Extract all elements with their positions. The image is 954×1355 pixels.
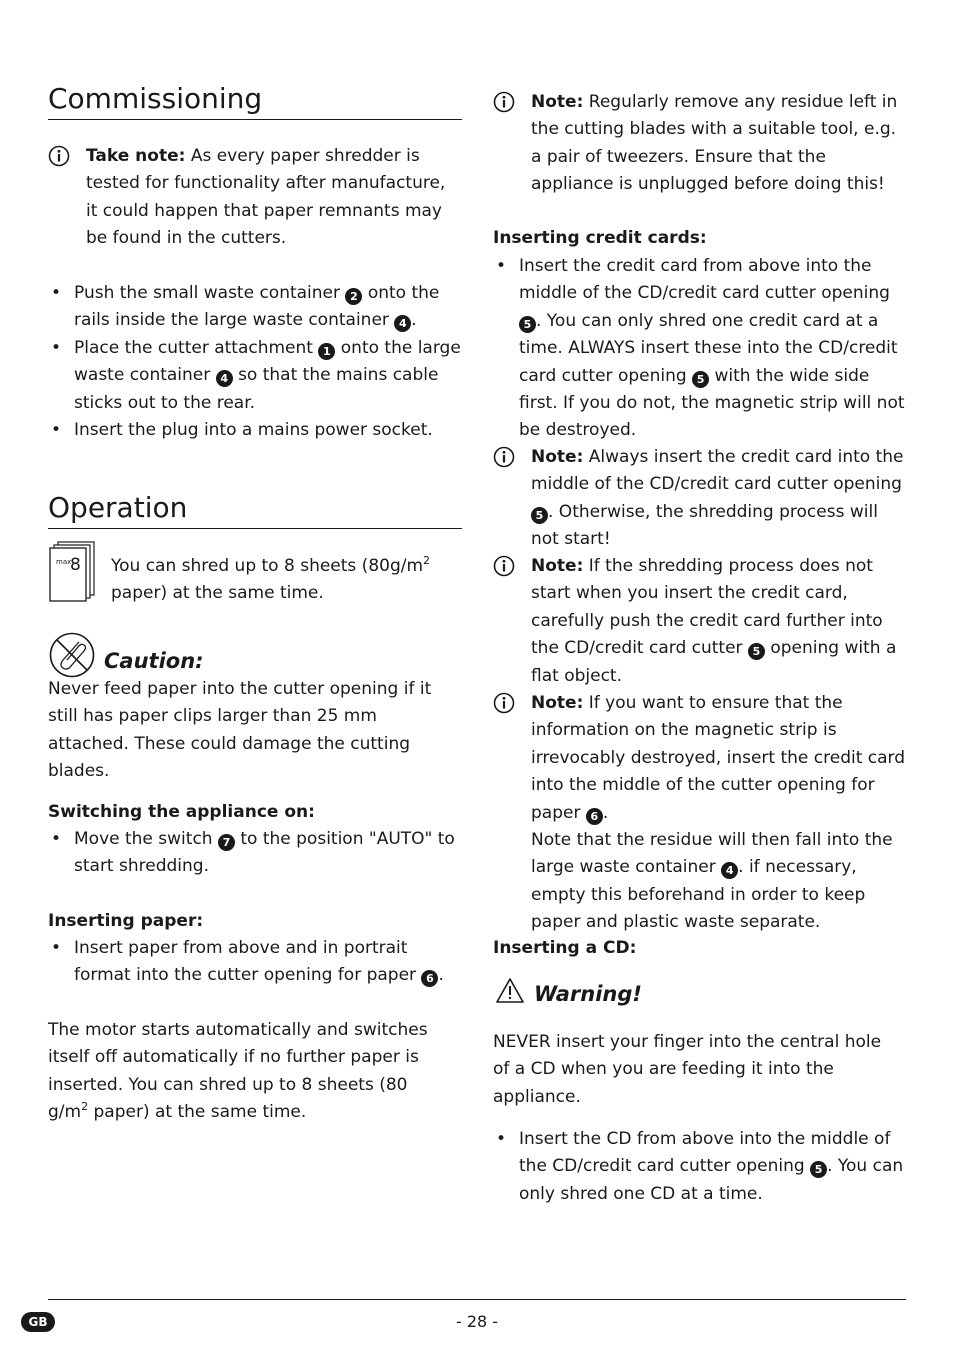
list-item: • Push the small waste container 2 onto the rails inside the large waste container 4 .: [48, 280, 462, 335]
list-item: • Move the switch 7 to the position "AUTO" to start shredding.: [48, 826, 462, 881]
take-note-block: [48, 143, 462, 253]
inserting-paper-heading: Inserting paper:: [48, 911, 204, 931]
number-badge: 5: [531, 507, 548, 524]
credit-cards-heading: Inserting credit cards:: [493, 228, 707, 248]
sheets-text: You can shred up to 8 sheets ($80g/m^2$ paper) at the same time.: [111, 554, 431, 604]
number-badge: 6: [586, 808, 603, 825]
note-magnetic-text: Note: If you want to ensure that the information on the magnetic strip is irrevocably destroyed, insert the credit card into the middle of the cutter opening for paper 6 .: [531, 693, 906, 823]
list-item: • Insert the CD from above into the middle of the CD/credit card cutter opening 5 . You can only shred one CD at a time.: [493, 1126, 908, 1208]
note-push-text: Note: If the shredding process does not start when you insert the credit card, carefully push the credit card further into the CD/credit card cutter 5 opening with a flat object.: [531, 556, 897, 686]
note-residue: [493, 89, 908, 199]
warning-icon: [495, 977, 525, 1004]
list-item: • Insert the plug into a mains power socket.: [48, 417, 462, 444]
footer-rule: [48, 1299, 906, 1300]
max-sheets-icon: [49, 541, 97, 603]
info-icon: [493, 446, 515, 468]
list-item: • Place the cutter attachment 1 onto the large waste container 4 so that the mains cable sticks out to the rear.: [48, 335, 462, 417]
number-badge: 4: [216, 370, 233, 387]
list-item: • Insert the credit card from above into the middle of the CD/credit card cutter opening 5 . You can only shred one credit card at a time. ALWAYS insert these into the CD/credit card cutter opening 5 with the wide side first. If you do not, the magnetic strip will not be destroyed.: [493, 253, 908, 445]
switching-heading: Switching the appliance on:: [48, 802, 315, 822]
note-magnetic: [493, 690, 908, 937]
max-label: max.: [56, 558, 74, 566]
commissioning-list: [48, 280, 462, 444]
no-paperclip-icon: [49, 632, 95, 678]
note-middle: [493, 444, 908, 554]
number-badge: 4: [721, 862, 738, 879]
info-icon: [493, 91, 515, 113]
number-badge: 4: [394, 315, 411, 332]
number-badge: 5: [692, 371, 709, 388]
number-badge: 1: [318, 343, 335, 360]
info-icon: [493, 692, 515, 714]
operation-heading: Operation: [48, 491, 188, 524]
inserting-paper-list: [48, 935, 462, 990]
note-residue-large-text: Note that the residue will then fall into the large waste container 4 . if necessary, empty this beforehand in order to keep paper and plastic waste separate.: [531, 830, 893, 933]
max-number: 8: [70, 555, 81, 575]
number-badge: 5: [810, 1161, 827, 1178]
commissioning-heading: Commissioning: [48, 82, 263, 115]
language-badge: GB: [21, 1312, 55, 1332]
inserting-cd-heading: Inserting a CD:: [493, 938, 637, 958]
operation-rule: [48, 528, 462, 529]
credit-cards-list: [493, 253, 908, 445]
number-badge: 5: [519, 316, 536, 333]
motor-text: The motor starts automatically and switches itself off automatically if no further paper is inserted. You can shred up to 8 sheets (80 $g/m^2$ paper) at the same time.: [48, 1020, 428, 1123]
info-icon: [48, 145, 70, 167]
warning-text: NEVER insert your finger into the central hole of a CD when you are feeding it into the appliance.: [493, 1032, 882, 1107]
number-badge: 6: [421, 970, 438, 987]
info-icon: [493, 555, 515, 577]
note-residue-text: Note: Regularly remove any residue left in the cutting blades with a suitable tool, e.g. a pair of tweezers. Ensure that the appliance is unplugged before doing this!: [531, 92, 898, 195]
number-badge: 2: [345, 288, 362, 305]
cd-list: [493, 1126, 908, 1208]
switching-list: [48, 826, 462, 881]
caution-title: Caution:: [104, 649, 204, 673]
note-middle-text: Note: Always insert the credit card into the middle of the CD/credit card cutter opening 5 . Otherwise, the shredding process will not start!: [531, 447, 904, 550]
page-number: - 28 -: [455, 1312, 499, 1331]
take-note-text: Take note: As every paper shredder is tested for functionality after manufacture, it could happen that paper remnants may be found in the cutters.: [86, 146, 446, 249]
caution-text: Never feed paper into the cutter opening if it still has paper clips larger than 25 mm attached. These could damage the cutting blades.: [48, 679, 432, 782]
number-badge: 7: [218, 834, 235, 851]
list-item: • Insert paper from above and in portrait format into the cutter opening for paper 6 .: [48, 935, 462, 990]
warning-title: Warning!: [534, 982, 642, 1006]
commissioning-rule: [48, 119, 462, 120]
note-push: [493, 553, 908, 690]
number-badge: 5: [748, 643, 765, 660]
